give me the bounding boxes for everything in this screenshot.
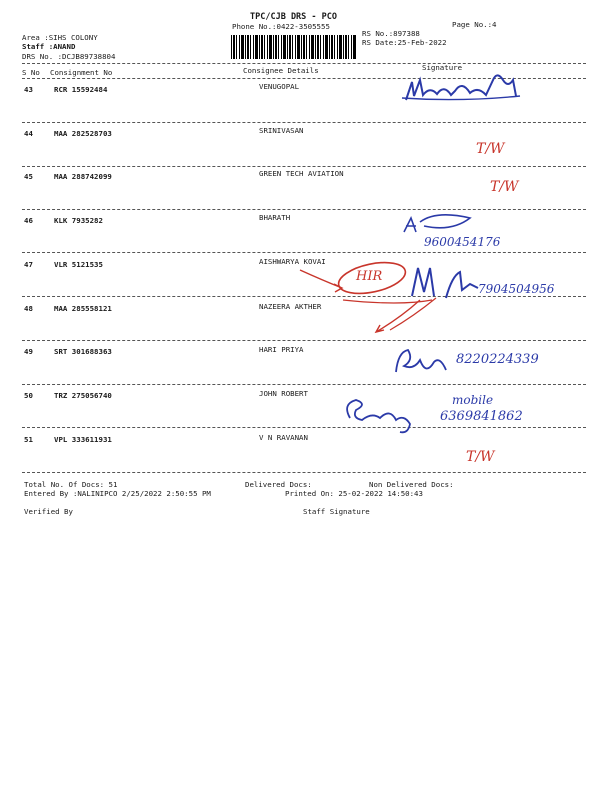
phone-number: Phone No.:0422-3505555 [232,22,330,31]
rs-number: RS No.:897388 [362,29,420,38]
red-arrow-left [300,270,342,292]
entered-by: Entered By :NALINIPCO 2/25/2022 2:50:55 PM [24,489,211,498]
row-45-consignee: GREEN TECH AVIATION [259,169,344,178]
row-43-consignee: VENUGOPAL [259,82,300,91]
row51-tw-note: T/W [466,449,495,465]
page-number: Page No.:4 [452,20,497,29]
row-46-consignment: KLK 7935282 [54,216,103,225]
row43-signature [406,75,516,100]
row-47-sno: 47 [24,260,33,269]
row-43-consignment: RCR 15592484 [54,85,108,94]
row46-phone: 9600454176 [424,235,501,249]
row-49-sno: 49 [24,347,33,356]
row-48-consignment: MAA 285558121 [54,304,112,313]
row-50-sno: 50 [24,391,33,400]
row-49-consignment: SRT 301688363 [54,347,112,356]
row-49-consignee: HARI PRIYA [259,345,304,354]
row49-signature [396,350,446,372]
row46-scribble [404,218,416,232]
row-48-consignee: NAZEERA AKTHER [259,302,322,311]
row-51-consignee: V N RAVANAN [259,433,308,442]
drs-number: DRS No. :DCJB89738804 [22,52,116,61]
red-arrow-down [376,300,420,332]
row47-red-circle [336,257,408,299]
staff-signature-label: Staff Signature [303,507,370,516]
row-46-sno: 46 [24,216,33,225]
row-47-consignment: VLR 5121535 [54,260,103,269]
column-consignee: Consignee Details [243,66,319,75]
row47-hir-mark: HIR [356,269,383,284]
row-45-consignment: MAA 288742099 [54,172,112,181]
row44-tw-note: T/W [476,141,505,157]
document-title: TPC/CJB DRS - PCO [250,12,337,22]
row50-signature [347,400,410,432]
row50-mobile-label: mobile [452,393,494,407]
total-docs: Total No. Of Docs: 51 [24,480,118,489]
row-50-consignee: JOHN ROBERT [259,389,308,398]
row50-phone: 6369841862 [440,409,523,424]
delivered-docs: Delivered Docs: [245,480,312,489]
column-consignment: Consignment No [50,68,113,77]
row-47-consignee: AISHWARYA KOVAI [259,257,326,266]
row-45-sno: 45 [24,172,33,181]
row45-tw-note: T/W [490,179,519,195]
row-43-sno: 43 [24,85,33,94]
row-51-consignment: VPL 333611931 [54,435,112,444]
column-signature: Signature [422,63,463,72]
row-46-consignee: BHARATH [259,213,291,222]
row49-phone: 8220224339 [456,352,539,367]
rs-date: RS Date:25-Feb-2022 [362,38,447,47]
staff-label: Staff :ANAND [22,42,76,51]
verified-by: Verified By [24,507,73,516]
row-44-sno: 44 [24,129,33,138]
row-50-consignment: TRZ 275056740 [54,391,112,400]
row-44-consignee: SRINIVASAN [259,126,304,135]
printed-on: Printed On: 25-02-2022 14:50:43 [285,489,423,498]
area-label: Area :SIHS COLONY [22,33,98,42]
column-sno: S No [22,68,40,77]
non-delivered-docs: Non Delivered Docs: [369,480,454,489]
row-48-sno: 48 [24,304,33,313]
row-51-sno: 51 [24,435,33,444]
row-44-consignment: MAA 282528703 [54,129,112,138]
row47-phone: 7904504956 [478,282,555,296]
row47-blue-initials [412,268,478,298]
